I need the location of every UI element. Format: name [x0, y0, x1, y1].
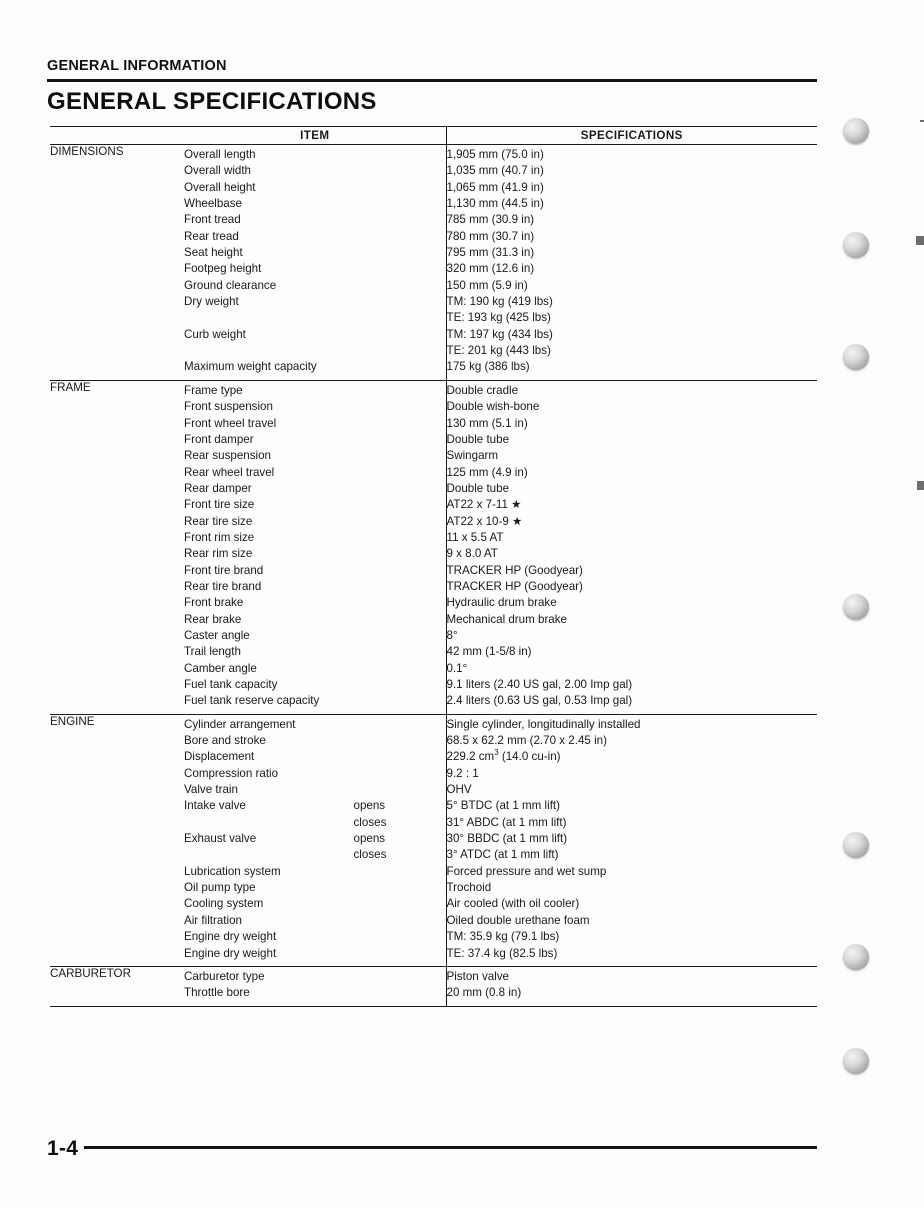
spec-item-sublabel: [354, 212, 446, 228]
spec-item-label: Front tire size: [184, 498, 255, 512]
table-row: [184, 163, 446, 179]
table-row: [447, 749, 818, 765]
spec-value: AT22 x 7-11 ★: [446, 498, 522, 512]
spec-item-sublabel: [354, 343, 446, 359]
spec-item-label: [184, 815, 354, 831]
table-row: [447, 448, 818, 464]
table-row: [447, 677, 818, 693]
table-row: [184, 985, 446, 1005]
table-row: [447, 644, 818, 660]
spec-value: TM: 197 kg (434 lbs): [446, 327, 553, 341]
spec-value: 130 mm (5.1 in): [446, 416, 528, 430]
table-row: [447, 985, 818, 1005]
spec-item-sublabel: [354, 579, 446, 595]
spec-value: 30° BBDC (at 1 mm lift): [446, 832, 568, 846]
table-row: [184, 831, 446, 847]
section-header: GENERAL INFORMATION: [47, 58, 227, 74]
spec-item-label: Engine dry weight: [184, 946, 277, 960]
table-row: [184, 628, 446, 644]
spec-item-sublabel: [354, 896, 446, 912]
spec-item-sublabel: [354, 381, 446, 399]
table-row: [184, 896, 446, 912]
spec-item-label: Ground clearance: [184, 278, 277, 292]
spec-item-sublabel: [354, 985, 446, 1005]
spec-value: 2.4 liters (0.63 US gal, 0.53 Imp gal): [446, 694, 633, 708]
table-row: [184, 212, 446, 228]
binder-hole: [843, 832, 869, 858]
spec-value: OHV: [446, 783, 472, 797]
spec-item-label: Cooling system: [184, 897, 264, 911]
spec-value: 9 x 8.0 AT: [446, 547, 498, 561]
table-row: [184, 967, 446, 985]
table-row: [184, 579, 446, 595]
spec-item-label: Lubrication system: [184, 864, 281, 878]
spec-value: 795 mm (31.3 in): [446, 246, 535, 260]
spec-item-label: Cylinder arrangement: [184, 717, 296, 731]
table-row: [184, 261, 446, 277]
spec-item-sublabel: [354, 595, 446, 611]
table-row: [184, 343, 446, 359]
spec-group: [50, 714, 817, 966]
table-row: [184, 229, 446, 245]
table-row: [184, 481, 446, 497]
spec-item-sublabel: [354, 245, 446, 261]
table-row: [447, 145, 818, 163]
table-row: [447, 766, 818, 782]
superscript: 3: [494, 748, 499, 758]
spec-item-column: [184, 966, 446, 1006]
table-row: [447, 896, 818, 912]
spec-value: Forced pressure and wet sump: [446, 864, 607, 878]
spec-item-sublabel: closes: [353, 815, 387, 829]
spec-value: TRACKER HP (Goodyear): [446, 579, 583, 593]
table-row: [447, 546, 818, 562]
header-divider: [47, 79, 817, 82]
table-row: [447, 579, 818, 595]
spec-item-label: Rear suspension: [184, 449, 272, 463]
spec-item-sublabel: [354, 677, 446, 693]
spec-value: TE: 37.4 kg (82.5 lbs): [446, 946, 558, 960]
spec-item-label: Front suspension: [184, 400, 273, 414]
spec-item-label: Front tread: [184, 213, 241, 227]
page-edge-mark: [917, 481, 924, 490]
table-row: [447, 465, 818, 481]
spec-value: 9.1 liters (2.40 US gal, 2.00 Imp gal): [446, 678, 633, 691]
table-row: [184, 145, 446, 163]
binder-hole: [843, 944, 869, 970]
table-row: [447, 530, 818, 546]
table-row: [447, 294, 818, 310]
spec-group: [50, 145, 817, 381]
spec-item-sublabel: [354, 530, 446, 546]
spec-item-label: Wheelbase: [184, 197, 243, 211]
page-edge-mark: [920, 120, 924, 122]
page-number: 1-4: [47, 1137, 84, 1161]
table-row: [447, 399, 818, 415]
spec-group-category: FRAME: [50, 380, 91, 394]
spec-value: 125 mm (4.9 in): [446, 465, 528, 479]
table-row: [447, 245, 818, 261]
spec-item-sublabel: [354, 310, 446, 326]
spec-item-sublabel: [354, 180, 446, 196]
spec-item-label: Rear rim size: [184, 547, 253, 561]
table-row: [184, 733, 446, 749]
table-row: [184, 595, 446, 611]
table-row: [184, 416, 446, 432]
spec-group-category: DIMENSIONS: [50, 145, 124, 158]
spec-value: 780 mm (30.7 in): [446, 229, 535, 243]
spec-value: AT22 x 10-9 ★: [446, 514, 523, 528]
spec-value: Piston valve: [446, 969, 510, 983]
page-edge-mark: [916, 236, 924, 245]
spec-item-label: Bore and stroke: [184, 734, 266, 748]
table-row: [184, 278, 446, 294]
spec-item-sublabel: [354, 399, 446, 415]
table-row: [447, 278, 818, 294]
table-row: [447, 310, 818, 326]
table-row: [184, 310, 446, 326]
spec-item-sublabel: [354, 163, 446, 179]
spec-value: 1,130 mm (44.5 in): [446, 197, 544, 211]
table-row: [184, 644, 446, 660]
spec-item-label: Caster angle: [184, 628, 250, 642]
spec-value: 42 mm (1-5/8 in): [446, 645, 532, 659]
spec-group: [50, 380, 817, 714]
table-row: [447, 432, 818, 448]
spec-item-sublabel: [354, 693, 446, 713]
table-row: [184, 929, 446, 945]
table-row: [447, 715, 818, 733]
spec-item-label: Compression ratio: [184, 766, 279, 780]
spec-value: 175 kg (386 lbs): [446, 360, 530, 374]
spec-item-label: Front tire brand: [184, 563, 264, 577]
spec-value: 0.1°: [446, 661, 468, 675]
spec-group: [50, 966, 817, 1006]
table-row: [184, 327, 446, 343]
table-row: [184, 693, 446, 713]
spec-value: 320 mm (12.6 in): [446, 262, 535, 276]
spec-value: TRACKER HP (Goodyear): [446, 563, 583, 577]
spec-item-sublabel: [354, 715, 446, 733]
spec-item-label: Footpeg height: [184, 262, 262, 276]
table-row: [447, 416, 818, 432]
spec-value: Double cradle: [446, 383, 519, 397]
spec-value: 11 x 5.5 AT: [446, 530, 504, 544]
spec-item-sublabel: [354, 661, 446, 677]
table-row: [184, 766, 446, 782]
table-row: [184, 661, 446, 677]
spec-item-label: Carburetor type: [184, 969, 265, 983]
footer-divider: [47, 1146, 817, 1149]
spec-item-sublabel: [354, 612, 446, 628]
table-row: [447, 967, 818, 985]
spec-item-sublabel: [354, 497, 446, 513]
spec-item-label: Rear tire size: [184, 514, 253, 528]
table-row: [447, 261, 818, 277]
table-row: [184, 448, 446, 464]
spec-item-sublabel: [354, 481, 446, 497]
table-row: [184, 465, 446, 481]
table-row: [447, 196, 818, 212]
spec-value: Trochoid: [446, 881, 492, 895]
spec-item-label: Front brake: [184, 596, 244, 610]
table-row: [447, 733, 818, 749]
spec-item-label: Seat height: [184, 246, 243, 260]
spec-item-sublabel: [354, 628, 446, 644]
table-row: [184, 530, 446, 546]
table-row: [447, 497, 818, 513]
general-specifications-table: [50, 126, 817, 1007]
spec-item-label: Front rim size: [184, 530, 255, 544]
spec-item-label: Overall height: [184, 180, 256, 194]
binder-hole: [843, 594, 869, 620]
spec-item-label: Front wheel travel: [184, 416, 277, 430]
spec-value: Oiled double urethane foam: [446, 913, 590, 927]
column-header-item: ITEM: [184, 127, 446, 145]
table-body: [50, 145, 817, 1007]
spec-item-label: Trail length: [184, 645, 241, 659]
spec-item-label: [184, 310, 354, 326]
spec-item-label: [184, 847, 354, 863]
spec-value: 9.2 : 1: [446, 766, 479, 780]
table-row: [447, 847, 818, 863]
spec-group-category: CARBURETOR: [50, 966, 131, 980]
spec-value-column: [446, 714, 817, 966]
spec-item-label: Overall width: [184, 164, 252, 178]
spec-item-sublabel: [354, 514, 446, 530]
table-row: [184, 497, 446, 513]
spec-value: 1,065 mm (41.9 in): [446, 180, 544, 194]
spec-item-sublabel: [354, 880, 446, 896]
table-row: [447, 880, 818, 896]
binder-hole: [843, 344, 869, 370]
spec-item-sublabel: [354, 546, 446, 562]
spec-value: Double wish-bone: [446, 400, 540, 414]
spec-item-sublabel: [354, 929, 446, 945]
table-row: [447, 343, 818, 359]
spec-item-label: Throttle bore: [184, 986, 250, 1000]
table-header-row: [50, 127, 817, 145]
spec-item-label: Rear wheel travel: [184, 465, 275, 479]
binder-hole: [843, 118, 869, 144]
table-row: [447, 229, 818, 245]
table-row: [447, 693, 818, 713]
table-row: [184, 677, 446, 693]
table-row: [184, 782, 446, 798]
spec-item-sublabel: [354, 327, 446, 343]
spec-value: 20 mm (0.8 in): [446, 986, 522, 1000]
spec-item-label: Curb weight: [184, 327, 246, 341]
spec-item-label: Rear tire brand: [184, 579, 262, 593]
spec-group-category: ENGINE: [50, 714, 95, 728]
page-title: GENERAL SPECIFICATIONS: [47, 88, 377, 115]
spec-item-sublabel: [354, 294, 446, 310]
table-row: [184, 563, 446, 579]
table-row: [184, 798, 446, 814]
table-row: [447, 359, 818, 379]
spec-item-sublabel: [354, 261, 446, 277]
table-row: [447, 163, 818, 179]
spec-value: Double tube: [446, 432, 510, 446]
table-row: [184, 359, 446, 379]
spec-value: 785 mm (30.9 in): [446, 213, 535, 227]
spec-value: 1,035 mm (40.7 in): [446, 164, 544, 178]
spec-value: Swingarm: [446, 449, 499, 463]
spec-value: TE: 201 kg (443 lbs): [446, 344, 551, 358]
spec-item-column: [184, 145, 446, 381]
spec-value: 3° ATDC (at 1 mm lift): [446, 848, 559, 862]
spec-value: Double tube: [446, 481, 510, 495]
spec-item-label: Camber angle: [184, 661, 257, 675]
binder-hole: [843, 1048, 869, 1074]
spec-value: Hydraulic drum brake: [446, 596, 557, 610]
spec-item-sublabel: [354, 278, 446, 294]
spec-item-label: Maximum weight capacity: [184, 360, 317, 374]
spec-item-sublabel: [354, 644, 446, 660]
spec-value: 68.5 x 62.2 mm (2.70 x 2.45 in): [446, 734, 607, 748]
table-row: [447, 929, 818, 945]
table-row: [184, 514, 446, 530]
spec-item-sublabel: [354, 359, 446, 379]
spec-value: 31° ABDC (at 1 mm lift): [446, 815, 567, 829]
spec-item-sublabel: [354, 946, 446, 966]
spec-item-label: Rear damper: [184, 481, 252, 495]
table-row: [184, 381, 446, 399]
table-row: [184, 432, 446, 448]
table-row: [447, 612, 818, 628]
spec-value-column: [446, 145, 817, 381]
spec-value: TM: 35.9 kg (79.1 lbs): [446, 930, 560, 944]
table-row: [447, 563, 818, 579]
spec-item-label: Displacement: [184, 750, 255, 764]
spec-item-sublabel: opens: [353, 799, 386, 813]
table-row: [447, 831, 818, 847]
spec-item-sublabel: [354, 782, 446, 798]
spec-item-label: Exhaust valve: [184, 832, 257, 846]
spec-item-label: [184, 343, 354, 359]
table-row: [447, 595, 818, 611]
spec-item-sublabel: [354, 913, 446, 929]
spec-item-label: Dry weight: [184, 295, 239, 309]
table-row: [447, 815, 818, 831]
table-row: [447, 798, 818, 814]
table-row: [184, 715, 446, 733]
table-row: [184, 946, 446, 966]
spec-item-sublabel: opens: [353, 832, 386, 846]
column-header-category: [50, 127, 184, 145]
spec-item-sublabel: [354, 448, 446, 464]
spec-item-column: [184, 380, 446, 714]
table-row: [184, 815, 446, 831]
spec-value: Mechanical drum brake: [446, 612, 568, 626]
table-row: [447, 180, 818, 196]
table-row: [447, 481, 818, 497]
table-row: [447, 782, 818, 798]
spec-value: 229.2 $cm^3$ (14.0 cu-in): [446, 748, 561, 764]
spec-item-label: Valve train: [184, 783, 238, 797]
spec-item-label: Front damper: [184, 432, 254, 446]
table-row: [184, 749, 446, 765]
table-row: [447, 628, 818, 644]
spec-item-sublabel: [354, 766, 446, 782]
spec-item-label: Frame type: [184, 383, 243, 397]
spec-item-label: Rear tread: [184, 229, 239, 243]
spec-item-label: Engine dry weight: [184, 930, 277, 944]
spec-item-sublabel: [354, 733, 446, 749]
table-row: [184, 546, 446, 562]
table-row: [184, 880, 446, 896]
table-row: [184, 399, 446, 415]
table-row: [184, 913, 446, 929]
spec-item-sublabel: [354, 465, 446, 481]
spec-value: 8°: [446, 628, 458, 642]
spec-value-column: [446, 380, 817, 714]
spec-item-sublabel: [354, 229, 446, 245]
spec-item-label: Oil pump type: [184, 881, 256, 895]
spec-item-column: [184, 714, 446, 966]
table-row: [447, 514, 818, 530]
table-row: [447, 327, 818, 343]
table-row: [447, 864, 818, 880]
table-row: [184, 180, 446, 196]
spec-item-label: Fuel tank capacity: [184, 678, 278, 691]
spec-item-label: Fuel tank reserve capacity: [184, 694, 320, 708]
table-row: [447, 661, 818, 677]
spec-value-column: [446, 966, 817, 1006]
spec-item-sublabel: closes: [353, 848, 387, 862]
table-row: [447, 946, 818, 966]
spec-item-label: Overall length: [184, 148, 256, 161]
spec-value: 150 mm (5.9 in): [446, 278, 528, 292]
table-row: [184, 245, 446, 261]
spec-value: Single cylinder, longitudinally installed: [446, 717, 641, 731]
spec-item-sublabel: [354, 749, 446, 765]
table-row: [184, 294, 446, 310]
spec-item-label: Intake valve: [184, 799, 246, 813]
spec-value: TE: 193 kg (425 lbs): [446, 311, 551, 325]
table-row: [184, 847, 446, 863]
table-row: [447, 913, 818, 929]
spec-item-label: Rear brake: [184, 612, 242, 626]
binder-hole: [843, 232, 869, 258]
spec-item-sublabel: [354, 563, 446, 579]
spec-item-sublabel: [354, 432, 446, 448]
table-row: [447, 212, 818, 228]
spec-item-sublabel: [354, 416, 446, 432]
table-row: [184, 612, 446, 628]
column-header-specifications: SPECIFICATIONS: [446, 127, 817, 145]
spec-item-sublabel: [354, 145, 446, 163]
spec-value: 1,905 mm (75.0 in): [446, 148, 544, 161]
spec-item-sublabel: [354, 196, 446, 212]
spec-item-sublabel: [354, 967, 446, 985]
spec-item-label: Air filtration: [184, 913, 242, 927]
spec-value: 5° BTDC (at 1 mm lift): [446, 799, 560, 813]
spec-value: TM: 190 kg (419 lbs): [446, 295, 553, 309]
table-row: [184, 196, 446, 212]
table-row: [447, 381, 818, 399]
spec-value: Air cooled (with oil cooler): [446, 897, 580, 911]
spec-item-sublabel: [354, 864, 446, 880]
table-row: [184, 864, 446, 880]
